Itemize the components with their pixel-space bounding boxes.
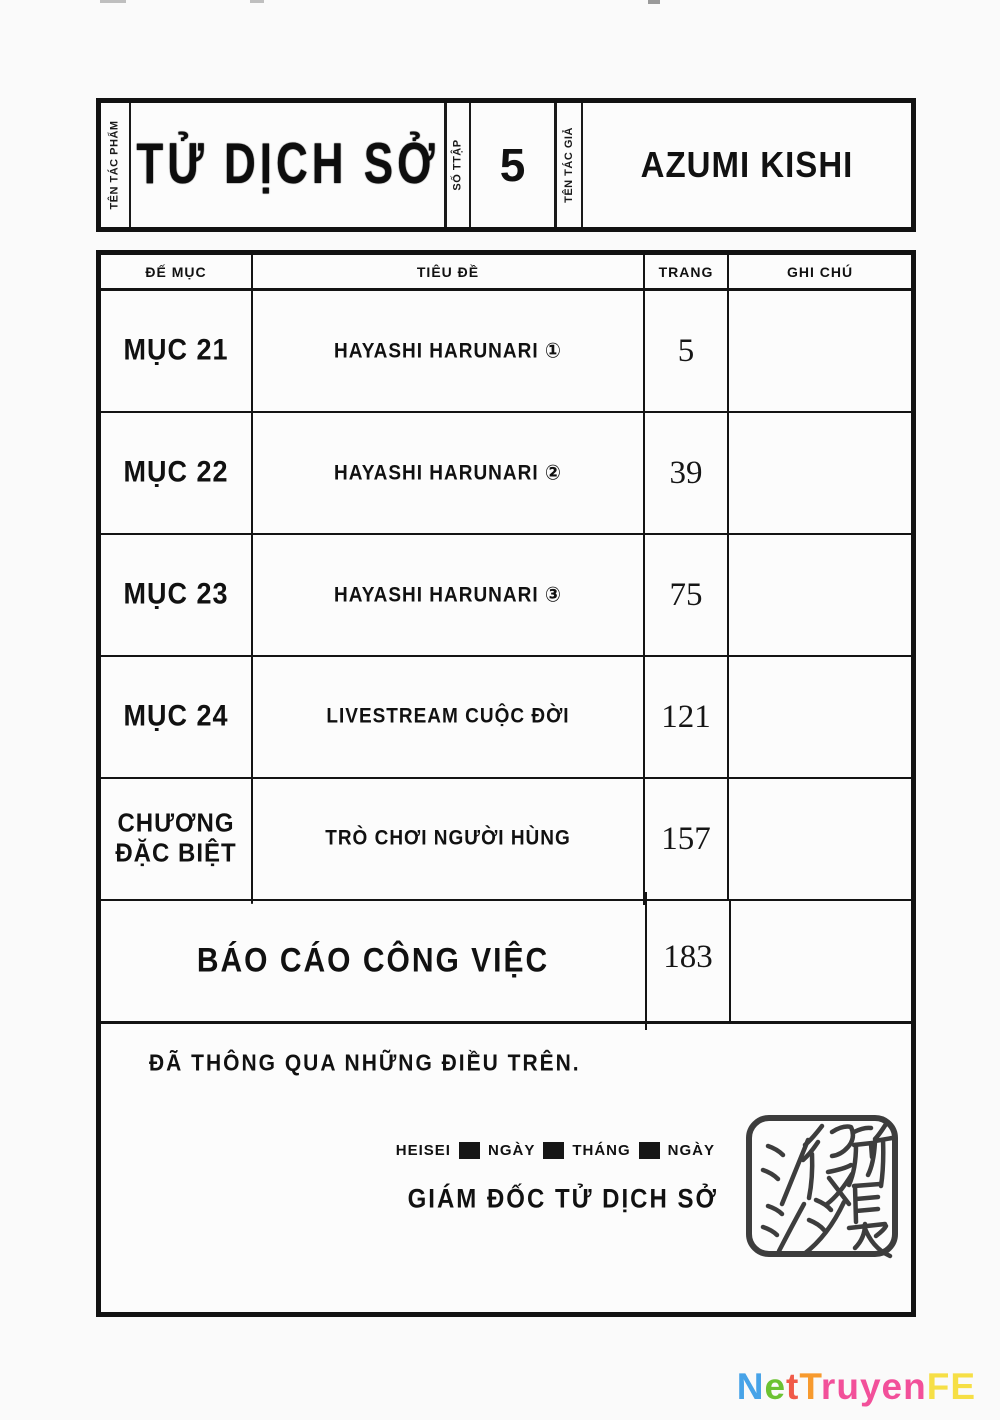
notes-cell [729, 535, 911, 655]
watermark-letter: T [799, 1366, 821, 1407]
table-row [101, 535, 911, 657]
column-header-de-muc: ĐẾ MỤC [101, 255, 253, 288]
date-word-day2: NGÀY [667, 1142, 715, 1159]
watermark-letter: N [736, 1366, 765, 1407]
watermark-letter: n [903, 1366, 927, 1407]
chapter-label: MỤC 22 [101, 408, 253, 538]
series-title-label: TÊN TÁC PHẨM [109, 120, 122, 210]
scan-artifact [648, 0, 660, 4]
notes-cell [729, 291, 911, 411]
column-header-ghi-chu: GHI CHÚ [786, 263, 854, 280]
scan-artifact [100, 0, 126, 3]
watermark [737, 1366, 976, 1408]
table-row [101, 413, 911, 535]
page-number: 157 [645, 779, 729, 899]
chapter-label: MỤC 21 [101, 286, 253, 416]
chapter-title: HAYASHI HARUNARI ③ [253, 529, 645, 661]
date-placeholder-square [639, 1142, 660, 1159]
volume-label: SỐ TTẬP [452, 139, 465, 191]
table-row [101, 657, 911, 779]
author-label-cell [557, 103, 583, 227]
page-number: 5 [645, 291, 729, 411]
scan-artifact [250, 0, 264, 3]
author-name-cell [583, 103, 911, 227]
table-row-report [101, 901, 911, 1024]
watermark-letter: y [859, 1366, 882, 1407]
table-row [101, 291, 911, 413]
column-header-tieu-de: TIÊU ĐỀ [253, 255, 645, 288]
column-header-trang: TRANG [645, 255, 729, 288]
volume-label-cell [447, 103, 471, 227]
page-number: 75 [645, 535, 729, 655]
chapter-title: HAYASHI HARUNARI ① [253, 285, 645, 417]
series-title-cell [131, 103, 447, 227]
date-placeholder-square [459, 1142, 480, 1159]
date-word-era: HEISEI [395, 1142, 451, 1159]
toc-table [96, 250, 916, 1317]
watermark-letter: e [881, 1366, 904, 1407]
chapter-label: CHƯƠNG ĐẶC BIỆT [101, 774, 253, 904]
watermark-letter: r [820, 1366, 837, 1407]
approval-statement: ĐÃ THÔNG QUA NHỮNG ĐIỀU TRÊN. [149, 1050, 581, 1077]
report-title: BÁO CÁO CÔNG VIỆC [101, 892, 647, 1030]
notes-cell [731, 901, 911, 1021]
date-placeholder-square [543, 1142, 564, 1159]
notes-cell [729, 657, 911, 777]
director-signature: GIÁM ĐỐC TỬ DỊCH SỞ [407, 1184, 718, 1215]
watermark-letter: u [836, 1366, 860, 1407]
volume-number-cell [471, 103, 557, 227]
approval-section [101, 1024, 911, 1312]
series-title-label-cell [101, 103, 131, 227]
title-header-box [96, 98, 916, 232]
chapter-title: LIVESTREAM CUỘC ĐỜI [253, 651, 645, 783]
chapter-label: MỤC 23 [101, 530, 253, 660]
table-row [101, 779, 911, 901]
page-number: 39 [645, 413, 729, 533]
watermark-letter: E [950, 1366, 976, 1407]
director-seal-stamp [742, 1110, 902, 1262]
watermark-letter: t [786, 1366, 800, 1407]
chapter-title: HAYASHI HARUNARI ② [253, 407, 645, 539]
notes-cell [729, 779, 911, 899]
author-name: AZUMI KISHI [640, 144, 854, 185]
chapter-title: TRÒ CHƠI NGƯỜI HÙNG [253, 773, 645, 905]
date-line [396, 1142, 715, 1159]
page-number: 121 [645, 657, 729, 777]
notes-cell [729, 413, 911, 533]
seal-icon [742, 1110, 902, 1262]
author-label: TÊN TÁC GIẢ [563, 127, 575, 203]
series-title: TỬ DỊCH SỞ [136, 132, 439, 197]
chapter-label: MỤC 24 [101, 652, 253, 782]
page-number: 183 [647, 901, 731, 1021]
watermark-letter: e [764, 1366, 787, 1407]
date-word-month: THÁNG [572, 1142, 631, 1159]
date-word-day: NGÀY [487, 1142, 536, 1159]
volume-number: 5 [499, 139, 526, 191]
watermark-letter: F [926, 1366, 951, 1407]
